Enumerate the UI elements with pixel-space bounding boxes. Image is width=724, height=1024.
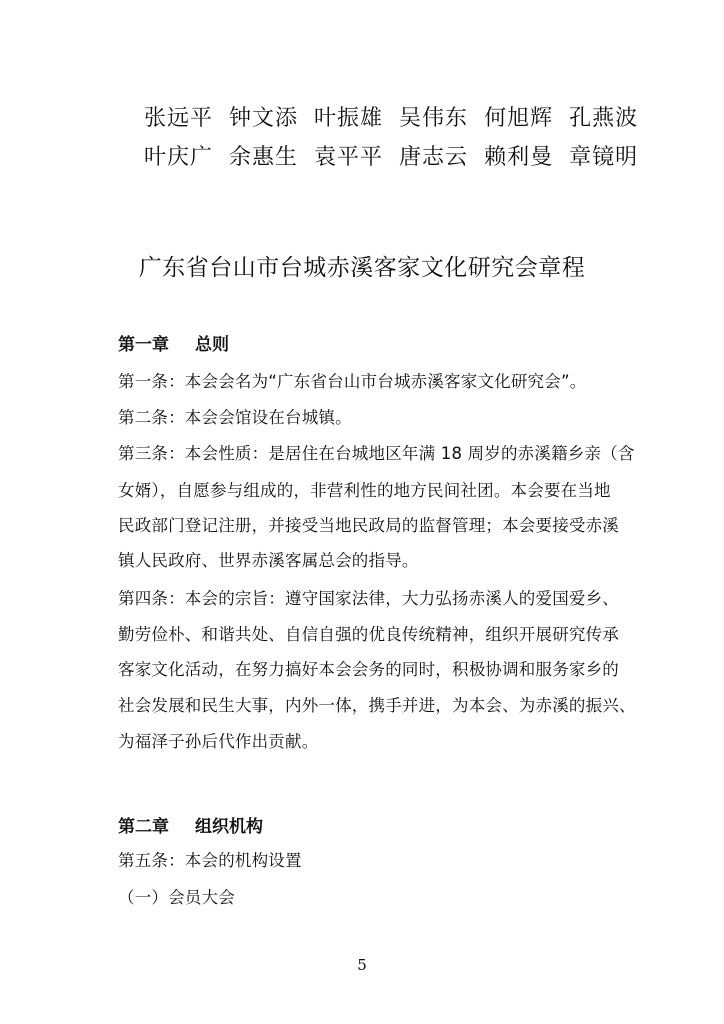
article-line: 第二条：本会会馆设在台城镇。 <box>118 408 352 427</box>
names-row-2 <box>144 140 639 171</box>
chapter-number: 第一章 <box>118 335 169 355</box>
article-line: 社会发展和民生大事，内外一体，携手并进，为本会、为赤溪的振兴、 <box>118 696 636 715</box>
chapter-2-heading <box>118 812 263 837</box>
name: 吴伟东 <box>399 106 469 131</box>
article-line: 勤劳俭朴、和谐共处、自信自强的优良传统精神，组织开展研究传承 <box>118 625 619 644</box>
article-line: 第一条：本会会名为“广东省台山市台城赤溪客家文化研究会”。 <box>118 372 587 391</box>
chapter-name: 组织机构 <box>195 817 263 837</box>
document-title: 广东省台山市台城赤溪客家文化研究会章程 <box>138 255 586 281</box>
name: 袁平平 <box>314 145 384 170</box>
name: 何旭辉 <box>484 106 554 131</box>
article-line: （一）会员大会 <box>118 888 235 907</box>
article-line: 第五条：本会的机构设置 <box>118 851 302 870</box>
name: 章镜明 <box>569 145 639 170</box>
article-line: 第四条：本会的宗旨：遵守国家法律，大力弘扬赤溪人的爱国爱乡、 <box>118 589 619 608</box>
name: 叶庆广 <box>144 145 214 170</box>
chapter-number: 第二章 <box>118 817 169 837</box>
name: 孔燕波 <box>569 106 639 131</box>
chapter-name: 总则 <box>195 335 229 355</box>
article-line: 客家文化活动，在努力搞好本会会务的同时，积极协调和服务家乡的 <box>118 660 619 679</box>
article-line: 第三条：本会性质：是居住在台城地区年满 18 周岁的赤溪籍乡亲（含 <box>118 444 635 463</box>
name: 余惠生 <box>229 145 299 170</box>
page-number: 5 <box>357 956 367 974</box>
name: 钟文添 <box>229 106 299 131</box>
names-row-1 <box>144 101 639 132</box>
article-line: 女婿），自愿参与组成的，非营利性的地方民间社团。本会要在当地 <box>118 481 611 500</box>
article-line: 镇人民政府、世界赤溪客属总会的指导。 <box>118 551 419 570</box>
article-line: 为福泽子孙后代作出贡献。 <box>118 732 319 751</box>
name: 赖利曼 <box>484 145 554 170</box>
name: 张远平 <box>144 106 214 131</box>
name: 唐志云 <box>399 145 469 170</box>
article-line: 民政部门登记注册，并接受当地民政局的监督管理；本会要接受赤溪 <box>118 516 619 535</box>
name: 叶振雄 <box>314 106 384 131</box>
chapter-1-heading <box>118 330 229 355</box>
